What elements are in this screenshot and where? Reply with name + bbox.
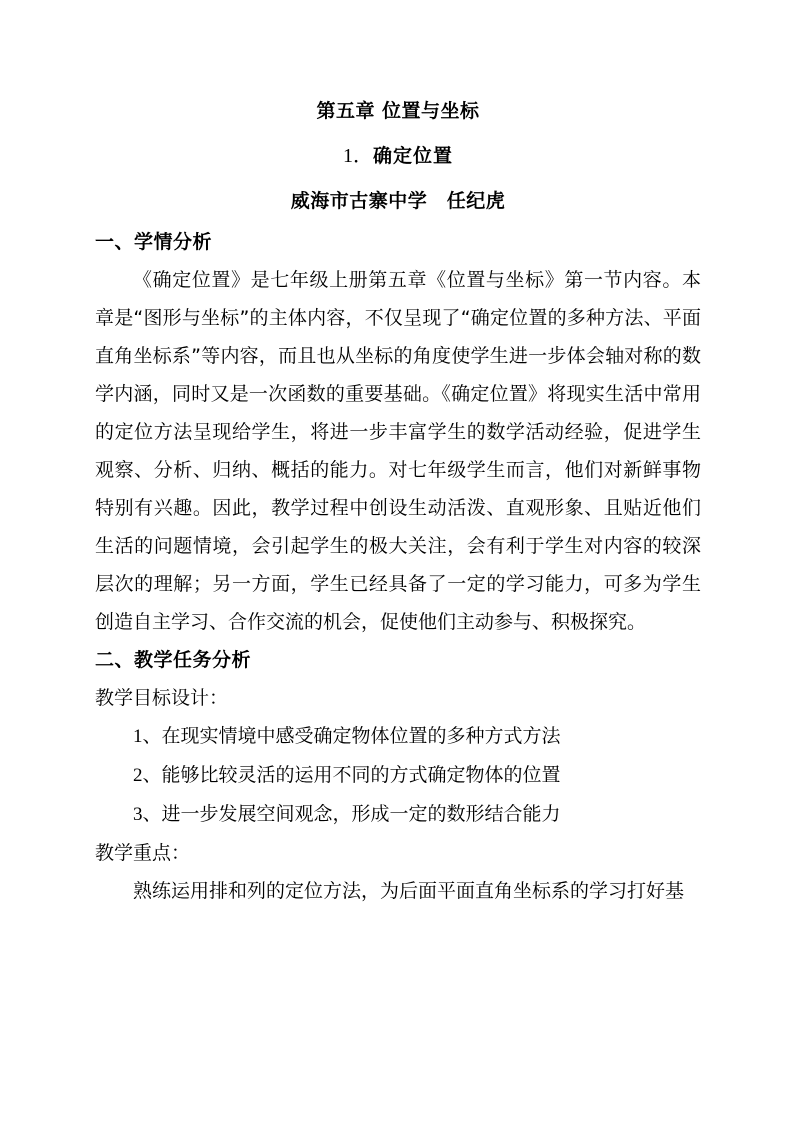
subheading-teaching-goals: 教学目标设计： [95,687,229,709]
list-item-index: 2、 [133,765,162,786]
list-item-text: 进一步发展空间观念，形成一定的数形结合能力 [161,803,561,825]
list-item-index: 3、 [133,804,162,825]
lesson-number-separator: ． [352,145,373,167]
section-heading-student-analysis: 一、学情分析 [95,231,213,253]
document-content [95,93,701,910]
author-school-line: 威海市古寨中学 任纪虎 [290,190,506,212]
list-item-text: 在现实情境中感受确定物体位置的多种方式方法 [161,725,561,747]
lesson-number: 1 [342,145,353,167]
chapter-title: 第五章 位置与坐标 [316,100,480,122]
list-item [95,756,701,795]
list-item-text: 能够比较灵活的运用不同的方式确定物体的位置 [161,764,561,786]
list-item-index: 1、 [133,726,162,747]
lesson-title-line [95,138,701,174]
lesson-title-text: 确定位置 [372,145,453,167]
paragraph-teaching-focus: 熟练运用排和列的定位方法，为后面平面直角坐标系的学习打好基 [133,880,685,902]
subheading-teaching-focus: 教学重点： [95,842,191,864]
list-item [95,717,701,756]
list-item [95,795,701,834]
section-heading-task-analysis: 二、教学任务分析 [95,649,252,671]
paragraph-student-analysis: 《确定位置》是七年级上册第五章《位置与坐标》第一节内容。本章是“图形与坐标”的主体内容，不仅呈现了“确定位置的多种方法、平面直角坐标系”等内容，而且也从坐标的角度使学生进一步体会轴对称的数学内涵，同时又是一次函数的重要基础。《确定位置》将现实生活中常用的定位方法呈现给学生，将进一步丰富学生的数学活动经验，促进学生观察、分析、归纳、概括的能力。对七年级学生而言，他们对新鲜事物特别有兴趣。因此，教学过程中创设生动活泼、直观形象、且贴近他们生活的问题情境，会引起学生的极大关注，会有利于学生对内容的较深层次的理解；另一方面，学生已经具备了一定的学习能力，可多为学生创造自主学习、合作交流的机会，促使他们主动参与、积极探究。 [95,269,701,633]
